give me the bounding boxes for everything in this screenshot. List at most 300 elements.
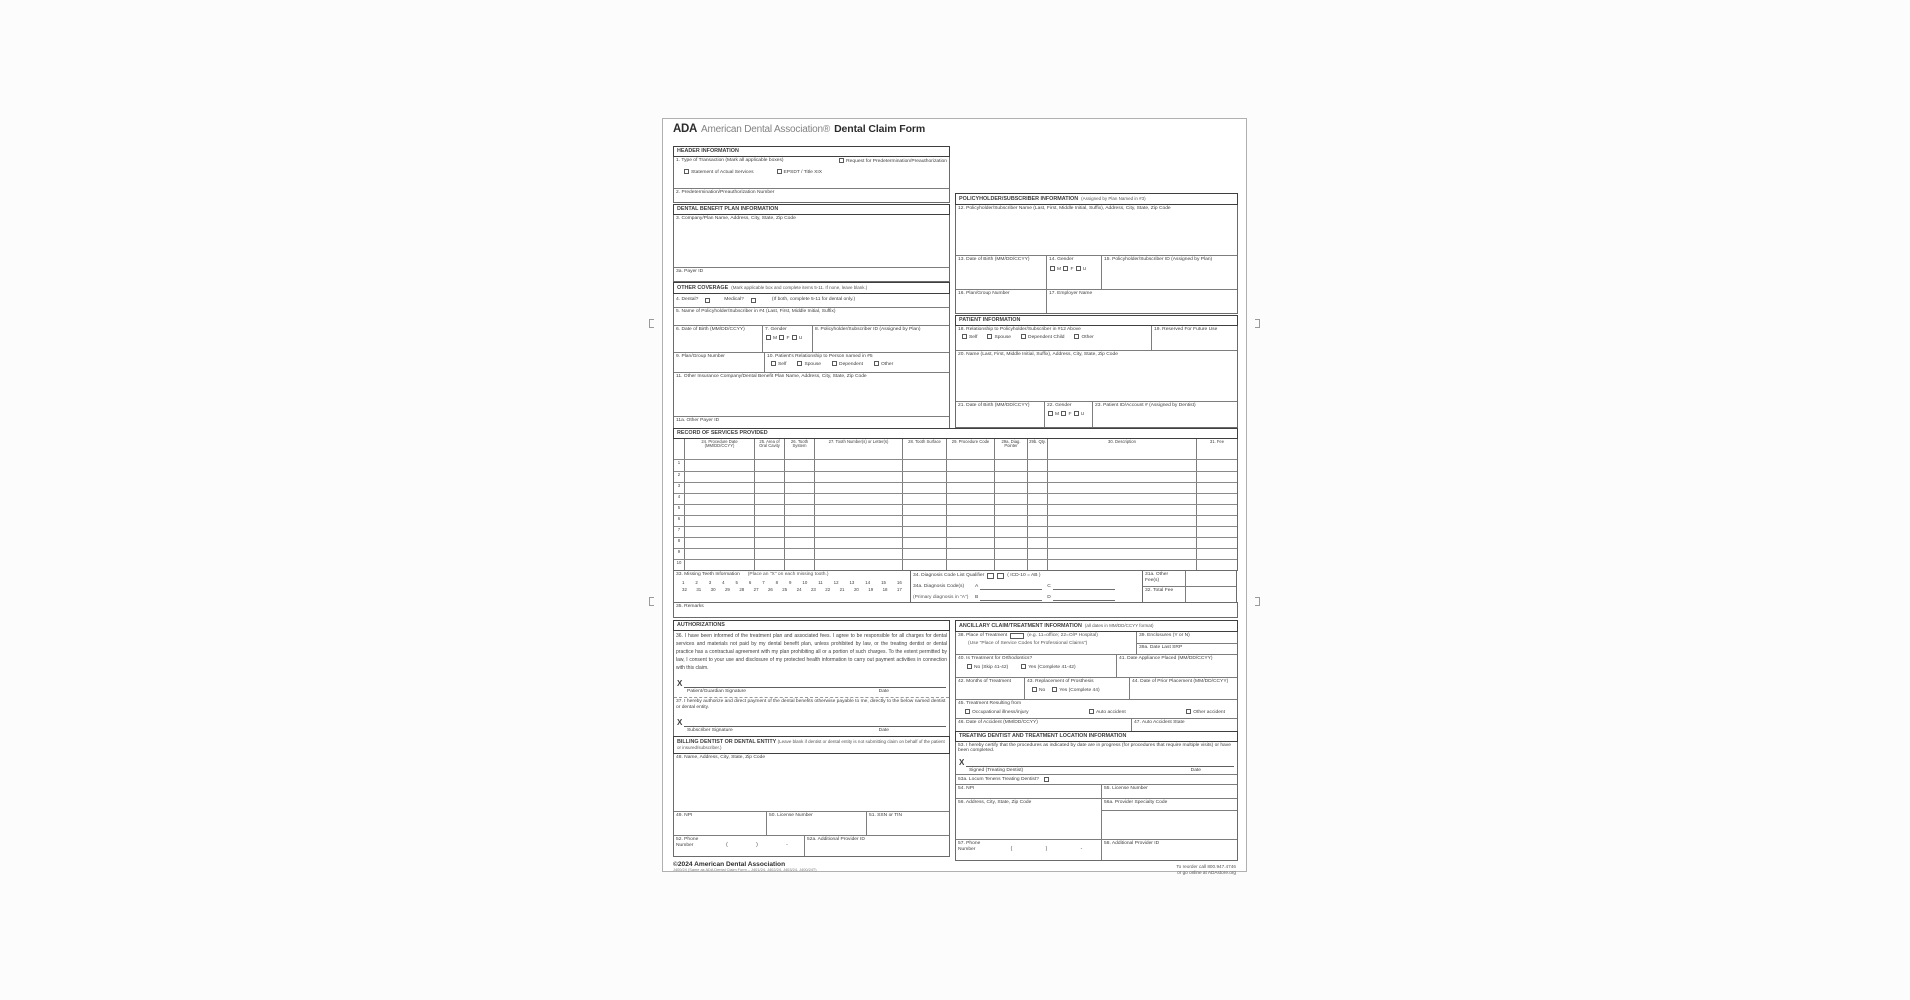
field-label: 14. Gender [1049,256,1074,262]
tooth-number[interactable]: 23 [810,587,816,593]
service-cell-description[interactable] [1047,538,1196,548]
field-treating-license[interactable] [1101,785,1237,798]
field-date-appliance-placed[interactable] [1116,655,1237,677]
section-bar [955,193,1238,205]
section-title: HEADER INFORMATION [677,147,739,154]
field-policyholder-name[interactable] [956,205,1237,255]
service-cell-qty[interactable] [1027,527,1047,537]
field-treating-phone[interactable] [956,840,1101,860]
service-cell-tooth-surface[interactable] [902,516,946,526]
field-company-plan-name[interactable] [674,215,949,267]
section-note: (Assigned by Plan Named in #3) [1081,195,1146,201]
tooth-number[interactable]: 26 [767,587,773,593]
service-cell-description[interactable] [1047,505,1196,515]
signature-rule[interactable] [684,718,946,727]
service-cell-description[interactable] [1047,460,1196,471]
field-label: 55. License Number [1104,786,1148,792]
diag-b-line[interactable] [980,596,1042,601]
service-cell-tooth-surface[interactable] [902,549,946,559]
section-bar [673,736,950,754]
diag-d-line[interactable] [1053,596,1115,601]
service-cell-diag-pointer[interactable] [994,483,1027,493]
field-billing-ssn-tin[interactable] [866,812,949,835]
field-payer-id[interactable] [674,267,949,281]
tooth-number[interactable]: 19 [868,587,874,593]
service-cell-qty[interactable] [1027,494,1047,504]
field-remarks[interactable] [673,602,1238,618]
tooth-number[interactable]: 10 [802,579,808,585]
checkbox-label: Statement of Actual Services [691,170,754,176]
date-label: Date [1190,767,1201,773]
checkbox-gender-f[interactable] [1063,266,1068,271]
tooth-number[interactable]: 24 [796,587,802,593]
tooth-number[interactable]: 27 [753,587,759,593]
service-cell-description[interactable] [1047,516,1196,526]
service-cell-fee[interactable] [1196,494,1237,504]
signature-label: Signed (Treating Dentist) [969,767,1024,773]
service-cell-procedure-code[interactable] [946,538,994,548]
tooth-number[interactable]: 20 [853,587,859,593]
service-cell-tooth-number[interactable] [814,538,902,548]
checkbox-other-accident[interactable] [1186,709,1191,714]
gender-f-label: F [1070,267,1074,273]
checkbox-auto-accident[interactable] [1089,709,1094,714]
service-table-row [674,460,1237,471]
service-cell-procedure-code[interactable] [946,460,994,471]
tooth-number[interactable]: 30 [710,587,716,593]
service-cell-diag-pointer[interactable] [994,549,1027,559]
tooth-number[interactable]: 15 [881,579,886,585]
field-patient-relationship [764,353,949,372]
col-row-number [674,439,684,459]
service-cell-fee[interactable] [1196,472,1237,482]
service-cell-area[interactable] [754,560,784,570]
service-cell-procedure-code[interactable] [946,494,994,504]
service-table-row [674,537,1237,548]
place-of-treatment-box[interactable] [1010,633,1024,639]
field-other-insurance-company[interactable] [674,372,949,416]
field-treating-address[interactable] [956,799,1101,839]
service-cell-area[interactable] [754,516,784,526]
tooth-number[interactable]: 32 [682,587,687,593]
checkbox-gender-m[interactable] [1048,411,1053,416]
service-cell-tooth-surface[interactable] [902,560,946,570]
missing-teeth-panel [673,570,911,603]
checkbox-rel-dependent[interactable] [832,361,837,366]
service-cell-area[interactable] [754,527,784,537]
field-label: 45. Treatment Resulting from [958,700,1022,706]
service-cell-diag-pointer[interactable] [994,494,1027,504]
signature-rule[interactable] [684,679,946,688]
service-cell-procedure-date[interactable] [684,472,754,482]
field-policyholder-dob[interactable] [956,256,1046,289]
registration-mark [1255,597,1260,606]
service-table-row [674,482,1237,493]
field-provider-specialty[interactable] [1102,799,1237,811]
tooth-number[interactable]: 4 [722,579,725,585]
tooth-number[interactable]: 22 [825,587,831,593]
qualifier-box[interactable] [987,573,994,579]
checkbox-label: Spouse [994,335,1012,341]
service-cell-procedure-date[interactable] [684,549,754,559]
service-cell-fee[interactable] [1196,505,1237,515]
field-employer-name[interactable] [1046,290,1237,313]
field-patient-gender [1044,402,1092,427]
checkbox-ortho-yes[interactable] [1021,664,1026,669]
field-other-dob[interactable] [674,326,762,352]
tooth-number[interactable]: 29 [724,587,730,593]
field-note: (Place an "X" on each missing tooth.) [747,572,829,577]
checkbox-rel-self[interactable] [771,361,776,366]
field-date-last-srp[interactable] [1137,643,1237,654]
service-cell-procedure-date[interactable] [684,483,754,493]
tooth-number[interactable]: 28 [739,587,745,593]
checkbox-statement-actual-services[interactable] [684,169,689,174]
checkbox-label: Occupational illness/injury [972,710,1029,716]
field-other-fees-label [1143,571,1185,586]
tooth-number[interactable]: 9 [789,579,792,585]
field-locum-tenens [956,774,1237,784]
service-cell-fee[interactable] [1196,483,1237,493]
field-label: 37. I hereby authorize and direct payment of the dental benefits otherwise payable to me, directly to the below named dentist or dental entity. [676,699,946,710]
field-enclosures[interactable] [1137,632,1237,643]
service-table-row [674,526,1237,537]
service-cell-procedure-date[interactable] [684,527,754,537]
field-note: (If both, complete 5-11 for dental only.) [771,297,856,303]
field-label: 56a. Provider Specialty Code [1104,800,1168,806]
service-cell-qty[interactable] [1027,538,1047,548]
service-cell-tooth-number[interactable] [814,472,902,482]
field-billing-additional-provider-id[interactable] [804,836,949,856]
service-cell-diag-pointer[interactable] [994,460,1027,471]
certification-text [956,742,1237,758]
checkbox-gender-u[interactable] [792,335,797,340]
service-cell-description[interactable] [1047,472,1196,482]
field-other-plan-group[interactable] [674,353,764,372]
checkbox-occupational[interactable] [965,709,970,714]
service-cell-tooth-surface[interactable] [902,527,946,537]
service-cell-tooth-system[interactable] [784,527,814,537]
service-cell-tooth-number[interactable] [814,460,902,471]
checkbox-label: Spouse [804,362,822,368]
tooth-number[interactable]: 1 [682,579,685,585]
service-cell-tooth-system[interactable] [784,516,814,526]
service-cell-tooth-number[interactable] [814,560,902,570]
date-label: Date [878,688,889,694]
field-label: 38. Place of Treatment [958,632,1008,638]
service-cell-tooth-surface[interactable] [902,494,946,504]
diag-c-line[interactable] [1053,585,1115,590]
tooth-number[interactable]: 7 [762,579,765,585]
field-treating-npi[interactable] [956,785,1101,798]
field-other-subscriber-id[interactable] [812,326,949,352]
tooth-number[interactable]: 21 [839,587,845,593]
service-cell-description[interactable] [1047,560,1196,570]
dental-claim-form-page [662,118,1247,875]
field-date-prior-placement[interactable] [1129,678,1237,699]
field-date-of-accident[interactable] [956,719,1131,731]
phone-paren-close: ) [756,842,758,849]
checkbox-dental[interactable] [705,298,710,303]
field-orthodontics [956,655,1116,677]
checkbox-rel-other[interactable] [1074,334,1079,339]
tooth-number[interactable]: 13 [849,579,855,585]
field-patient-name[interactable] [956,350,1237,401]
service-row-number: 8 [677,537,681,543]
service-cell-tooth-number[interactable] [814,549,902,559]
service-cell-area[interactable] [754,494,784,504]
service-cell-description[interactable] [1047,494,1196,504]
service-cell-tooth-surface[interactable] [902,472,946,482]
qualifier-box[interactable] [997,573,1004,579]
service-cell-tooth-number[interactable] [814,505,902,515]
service-cell-tooth-number[interactable] [814,483,902,493]
field-label: 31a. Other Fee(s) [1145,572,1169,583]
subscriber-signature-line[interactable] [674,718,949,727]
checkbox-rel-spouse[interactable] [797,361,802,366]
service-cell-tooth-number[interactable] [814,494,902,504]
field-label: 12. Policyholder/Subscriber Name (Last, First, Middle Initial, Suffix), Address, City, State, Zip Code [958,205,1171,211]
field-policyholder-id[interactable] [1101,256,1237,289]
checkbox-request-predetermination[interactable] [839,158,844,163]
service-cell-fee[interactable] [1196,460,1237,471]
copyright-text: ©2024 American Dental Association [673,861,786,868]
tooth-number[interactable]: 12 [833,579,839,585]
checkbox-rel-self[interactable] [962,334,967,339]
checkbox-prosthesis-no[interactable] [1032,687,1037,692]
service-cell-tooth-system[interactable] [784,560,814,570]
section-title: BILLING DENTIST OR DENTAL ENTITY [677,738,777,745]
tooth-number[interactable]: 17 [896,587,902,593]
service-cell-fee[interactable] [1196,538,1237,548]
tooth-number[interactable]: 5 [735,579,738,585]
treating-signature-line[interactable] [956,758,1237,767]
field-patient-id[interactable] [1092,402,1237,427]
service-cell-procedure-date[interactable] [684,560,754,570]
checkbox-rel-other[interactable] [874,361,879,366]
checkbox-medical[interactable] [751,298,756,303]
section-record-of-services [673,428,1238,571]
service-cell-tooth-system[interactable] [784,505,814,515]
field-label: 46. Date of Accident (MM/DD/CCYY) [958,719,1038,725]
checkbox-rel-dependent-child[interactable] [1021,334,1026,339]
signature-rule[interactable] [966,758,1234,767]
service-cell-fee[interactable] [1196,549,1237,559]
date-label: Date [878,728,889,734]
gender-m-label: M [1055,412,1060,418]
checkbox-epsdt[interactable] [777,169,782,174]
field-patient-dob[interactable] [956,402,1044,427]
field-label: 8. Policyholder/Subscriber ID (Assigned by Plan) [815,326,921,332]
field-label: 34a. Diagnosis Code(s) [913,584,965,590]
field-label: 11a. Other Payer ID [676,417,720,423]
field-predetermination-number[interactable] [674,188,949,202]
field-treatment-resulting-from [956,699,1237,718]
field-other-policyholder-name[interactable] [674,307,949,325]
ada-logo: ADA [673,123,698,135]
service-cell-procedure-code[interactable] [946,560,994,570]
field-auto-accident-state[interactable] [1131,719,1237,731]
service-cell-qty[interactable] [1027,516,1047,526]
service-cell-procedure-code[interactable] [946,527,994,537]
service-cell-area[interactable] [754,472,784,482]
service-cell-qty[interactable] [1027,549,1047,559]
field-label: 21. Date of Birth (MM/DD/CCYY) [958,402,1030,408]
checkbox-ortho-no[interactable] [967,664,972,669]
gender-m-label: M [1057,267,1062,273]
service-cell-fee[interactable] [1196,560,1237,570]
registration-mark [649,319,654,328]
registration-mark [1255,319,1260,328]
section-title: OTHER COVERAGE [677,284,729,291]
service-cell-procedure-code[interactable] [946,549,994,559]
field-other-fees-value[interactable] [1185,571,1236,586]
section-billing-dentist [673,736,950,857]
service-cell-diag-pointer[interactable] [994,516,1027,526]
service-cell-diag-pointer[interactable] [994,538,1027,548]
service-cell-procedure-date[interactable] [684,505,754,515]
tooth-number[interactable]: 11 [818,579,823,585]
phone-format [994,841,1099,859]
diag-a-line[interactable] [980,585,1042,590]
service-cell-area[interactable] [754,538,784,548]
checkbox-label: Request for Predetermination/Preauthorization [846,158,947,164]
service-cell-tooth-system[interactable] [784,494,814,504]
field-patient-relationship [956,326,1151,350]
checkbox-rel-spouse[interactable] [987,334,992,339]
field-label: 18. Relationship to Policyholder/Subscriber in #12 Above [958,326,1081,332]
checkbox-gender-u[interactable] [1074,411,1079,416]
tooth-number[interactable]: 8 [775,579,779,585]
checkbox-gender-m[interactable] [1050,266,1055,271]
tooth-number[interactable]: 2 [695,579,698,585]
checkbox-label: Yes (Complete 41-42) [1028,665,1076,671]
association-name: American Dental Association® [701,124,831,135]
tooth-number[interactable]: 16 [896,579,902,585]
service-row-number: 1 [677,459,681,465]
col-area-oral-cavity: 25. Area of Oral Cavity [754,439,784,459]
field-total-fee-value[interactable] [1185,587,1236,602]
service-cell-tooth-surface[interactable] [902,483,946,493]
service-cell-tooth-surface[interactable] [902,460,946,471]
service-cell-tooth-number[interactable] [814,516,902,526]
service-cell-procedure-code[interactable] [946,472,994,482]
tooth-number[interactable]: 18 [882,587,888,593]
tooth-number[interactable]: 6 [748,579,752,585]
section-other-coverage [673,282,950,431]
service-cell-description[interactable] [1047,527,1196,537]
service-cell-tooth-surface[interactable] [902,538,946,548]
checkbox-gender-f[interactable] [779,335,784,340]
field-months-of-treatment[interactable] [956,678,1024,699]
service-cell-area[interactable] [754,483,784,493]
service-cell-procedure-date[interactable] [684,516,754,526]
service-table-row [674,504,1237,515]
service-cell-tooth-system[interactable] [784,549,814,559]
field-billing-npi[interactable] [674,812,766,835]
field-enclosures-group [1136,632,1237,654]
tooth-number[interactable]: 31 [696,587,702,593]
gender-f-label: F [786,336,790,342]
checkbox-gender-m[interactable] [766,335,771,340]
col-description: 30. Description [1047,439,1196,459]
service-cell-diag-pointer[interactable] [994,527,1027,537]
field-label: 57. Phone Number [958,841,981,852]
service-cell-area[interactable] [754,505,784,515]
service-cell-diag-pointer[interactable] [994,505,1027,515]
field-type-of-transaction[interactable] [674,157,949,188]
service-cell-procedure-date[interactable] [684,460,754,471]
service-cell-tooth-system[interactable] [784,483,814,493]
col-tooth-system: 26. Tooth System [784,439,814,459]
section-bar [673,428,1238,439]
field-label: 54. NPI [958,786,975,792]
field-label: 9. Plan/Group Number [676,353,725,359]
tooth-number[interactable]: 3 [708,579,712,585]
checkbox-label: Auto accident [1096,710,1126,716]
service-cell-tooth-number[interactable] [814,527,902,537]
service-cell-area[interactable] [754,549,784,559]
service-cell-qty[interactable] [1027,483,1047,493]
checkbox-locum-tenens[interactable] [1044,777,1049,782]
service-cell-procedure-code[interactable] [946,505,994,515]
teeth-lower-row [674,586,910,594]
form-title [673,123,926,135]
field-label: 47. Auto Accident State [1134,719,1185,725]
field-billing-name-address[interactable] [674,754,949,811]
field-treating-additional-provider-id[interactable] [1101,840,1237,860]
patient-signature-line[interactable] [674,679,949,688]
service-cell-diag-pointer[interactable] [994,560,1027,570]
service-cell-tooth-system[interactable] [784,472,814,482]
field-billing-license[interactable] [766,812,866,835]
field-reserved-future-use [1151,326,1237,350]
service-cell-procedure-code[interactable] [946,516,994,526]
service-cell-qty[interactable] [1027,560,1047,570]
service-cell-qty[interactable] [1027,460,1047,471]
service-row-number: 4 [677,493,681,499]
service-row-number: 3 [677,482,681,488]
service-cell-area[interactable] [754,460,784,471]
service-cell-tooth-system[interactable] [784,460,814,471]
field-label: 34. Diagnosis Code List Qualifier [913,573,985,579]
service-cell-qty[interactable] [1027,472,1047,482]
service-cell-fee[interactable] [1196,516,1237,526]
service-row-number: 5 [677,504,681,510]
service-cell-tooth-system[interactable] [784,538,814,548]
checkbox-label: Yes (Complete 44) [1059,688,1100,694]
tooth-number[interactable]: 14 [865,579,871,585]
field-billing-phone[interactable] [674,836,804,856]
checkbox-gender-f[interactable] [1061,411,1066,416]
col-tooth-surface: 28. Tooth Surface [902,439,946,459]
field-plan-group-number[interactable] [956,290,1046,313]
service-cell-tooth-surface[interactable] [902,505,946,515]
service-cell-procedure-code[interactable] [946,483,994,493]
service-cell-description[interactable] [1047,483,1196,493]
tooth-number[interactable]: 25 [782,587,788,593]
checkbox-gender-u[interactable] [1076,266,1081,271]
service-row-number: 9 [677,548,681,554]
service-cell-description[interactable] [1047,549,1196,559]
service-cell-qty[interactable] [1027,505,1047,515]
service-cell-procedure-date[interactable] [684,538,754,548]
checkbox-prosthesis-yes[interactable] [1052,687,1057,692]
reorder-url: or go online at ADAstore.org [1177,869,1236,875]
service-cell-fee[interactable] [1196,527,1237,537]
service-cell-diag-pointer[interactable] [994,472,1027,482]
service-cell-procedure-date[interactable] [684,494,754,504]
